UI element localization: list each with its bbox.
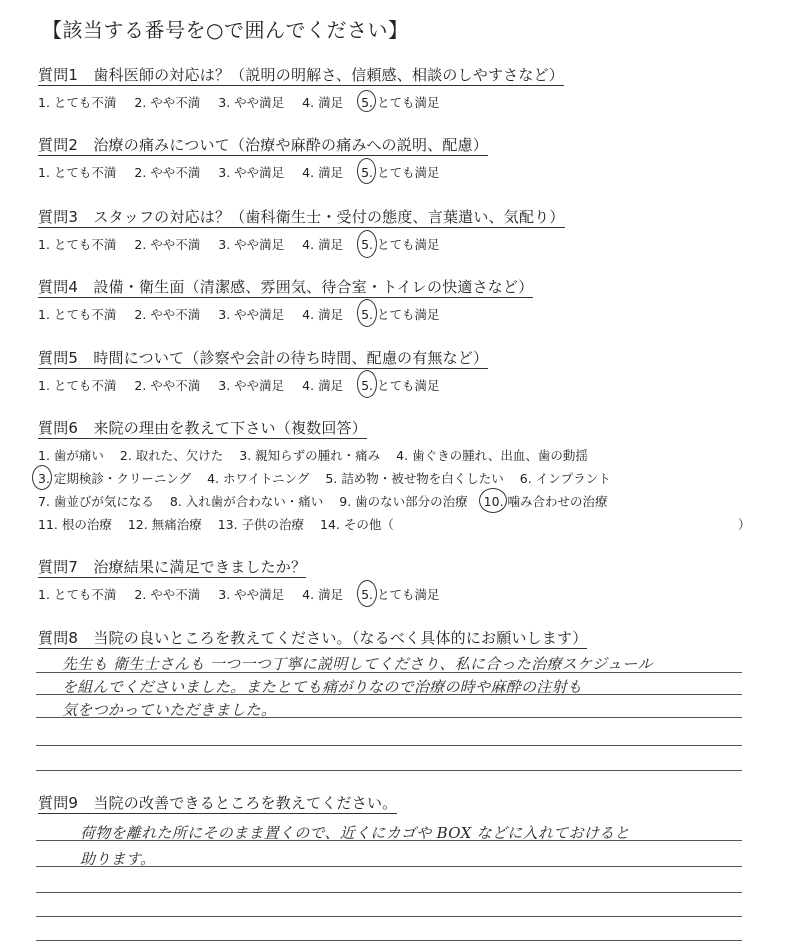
option-4[interactable]: 4. 満足 <box>302 165 344 180</box>
reason-option-other[interactable]: 14. その他（ <box>320 517 394 532</box>
option-3[interactable]: 3. やや満足 <box>218 378 285 393</box>
reason-option[interactable]: 3. 親知らずの腫れ・痛み <box>239 448 381 463</box>
answer-line <box>36 916 742 917</box>
question-4-options <box>38 305 453 323</box>
option-5-selected[interactable]: 5. とても満足 <box>361 376 439 394</box>
selection-circle <box>32 465 52 490</box>
question-5-options <box>38 376 453 394</box>
option-5-selected[interactable]: 5. とても満足 <box>361 163 439 181</box>
option-3[interactable]: 3. やや満足 <box>218 165 285 180</box>
reason-option[interactable]: 13. 子供の治療 <box>217 517 305 532</box>
option-5-selected[interactable]: 5. とても満足 <box>361 585 439 603</box>
q8-answer-line-1: 先生も 衛生士さんも 一つ一つ丁寧に説明してくださり、私に合った治療スケジュール <box>62 655 653 673</box>
q8-answer-line-3: 気をつかっていただきました。 <box>62 701 277 719</box>
answer-line <box>36 940 742 941</box>
question-6-heading: 質問6 来院の理由を教えて下さい（複数回答） <box>38 419 367 437</box>
selection-circle <box>357 299 377 327</box>
option-1[interactable]: 1. とても不満 <box>38 237 117 252</box>
selection-circle <box>357 370 377 398</box>
option-5-selected[interactable]: 5. とても満足 <box>361 93 439 111</box>
option-5-selected[interactable]: 5. とても満足 <box>361 305 439 323</box>
question-1-heading: 質問1 歯科医師の対応は？（説明の明解さ、信頼感、相談のしやすさなど） <box>38 66 564 84</box>
question-2-heading: 質問2 治療の痛みについて（治療や麻酔の痛みへの説明、配慮） <box>38 136 488 154</box>
question-4-heading: 質問4 設備・衛生面（清潔感、雰囲気、待合室・トイレの快適さなど） <box>38 278 534 296</box>
reason-option-selected[interactable]: 10. 噛み合わせの治療 <box>484 492 608 510</box>
option-2[interactable]: 2. やや不満 <box>134 378 201 393</box>
option-4[interactable]: 4. 満足 <box>302 95 344 110</box>
question-5-heading: 質問5 時間について（診察や会計の待ち時間、配慮の有無など） <box>38 349 489 367</box>
option-4[interactable]: 4. 満足 <box>302 378 344 393</box>
option-1[interactable]: 1. とても不満 <box>38 95 117 110</box>
option-1[interactable]: 1. とても不満 <box>38 307 117 322</box>
option-3[interactable]: 3. やや満足 <box>218 95 285 110</box>
reason-option[interactable]: 11. 根の治療 <box>38 517 112 532</box>
question-3-options <box>38 235 453 253</box>
answer-line <box>36 770 742 771</box>
reason-option[interactable]: 6. インプラント <box>519 471 611 486</box>
selection-circle <box>357 580 377 607</box>
q9-answer-line-1: 荷物を離れた所にそのまま置くので、近くにカゴや BOX などに入れておけると <box>80 824 630 842</box>
answer-line <box>36 745 742 746</box>
reason-option[interactable]: 4. ホワイトニング <box>207 471 310 486</box>
selection-circle <box>357 230 377 258</box>
question-8-heading: 質問8 当院の良いところを教えてください。（なるべく具体的にお願いします） <box>38 629 588 647</box>
option-2[interactable]: 2. やや不満 <box>134 165 201 180</box>
question-9-heading: 質問9 当院の改善できるところを教えてください。 <box>38 794 398 812</box>
option-1[interactable]: 1. とても不満 <box>38 165 117 180</box>
question-7-options <box>38 585 453 603</box>
q9-answer-line-2: 助ります。 <box>80 850 156 868</box>
option-4[interactable]: 4. 満足 <box>302 237 344 252</box>
option-3[interactable]: 3. やや満足 <box>218 307 285 322</box>
option-4[interactable]: 4. 満足 <box>302 307 344 322</box>
question-6-row-4 <box>38 515 751 533</box>
reason-option-selected[interactable]: 3. 定期検診・クリーニング <box>38 469 191 487</box>
reason-option[interactable]: 2. 取れた、欠けた <box>119 448 224 463</box>
option-4[interactable]: 4. 満足 <box>302 587 344 602</box>
option-2[interactable]: 2. やや不満 <box>134 307 201 322</box>
question-6-row-2 <box>38 469 623 487</box>
question-3-heading: 質問3 スタッフの対応は？（歯科衛生士・受付の態度、言葉遣い、気配り） <box>38 208 565 226</box>
reason-option[interactable]: 1. 歯が痛い <box>38 448 104 463</box>
reason-option[interactable]: 9. 歯のない部分の治療 <box>339 494 468 509</box>
option-2[interactable]: 2. やや不満 <box>134 237 201 252</box>
option-2[interactable]: 2. やや不満 <box>134 587 201 602</box>
question-6-row-1 <box>38 446 600 464</box>
selection-circle <box>357 158 376 184</box>
answer-line <box>36 892 742 893</box>
question-7-heading: 質問7 治療結果に満足できましたか？ <box>38 558 307 576</box>
reason-option[interactable]: 7. 歯並びが気になる <box>38 494 154 509</box>
option-1[interactable]: 1. とても不満 <box>38 587 117 602</box>
q8-answer-line-2: を組んでくださいました。またとても痛がりなので治療の時や麻酔の注射も <box>62 678 583 696</box>
other-close-paren: ） <box>738 517 751 532</box>
selection-circle <box>357 90 376 112</box>
page-title: 【該当する番号を○で囲んでください】 <box>42 18 409 42</box>
option-2[interactable]: 2. やや不満 <box>134 95 201 110</box>
reason-option[interactable]: 8. 入れ歯が合わない・痛い <box>169 494 324 509</box>
option-3[interactable]: 3. やや満足 <box>218 237 285 252</box>
reason-option[interactable]: 5. 詰め物・被せ物を白くしたい <box>325 471 504 486</box>
question-1-options <box>38 93 453 111</box>
option-1[interactable]: 1. とても不満 <box>38 378 117 393</box>
reason-option[interactable]: 4. 歯ぐきの腫れ、出血、歯の動揺 <box>396 448 588 463</box>
reason-option[interactable]: 12. 無痛治療 <box>127 517 202 532</box>
option-5-selected[interactable]: 5. とても満足 <box>361 235 439 253</box>
option-3[interactable]: 3. やや満足 <box>218 587 285 602</box>
question-2-options <box>38 163 453 181</box>
question-6-row-3 <box>38 492 620 510</box>
selection-circle <box>479 488 507 513</box>
